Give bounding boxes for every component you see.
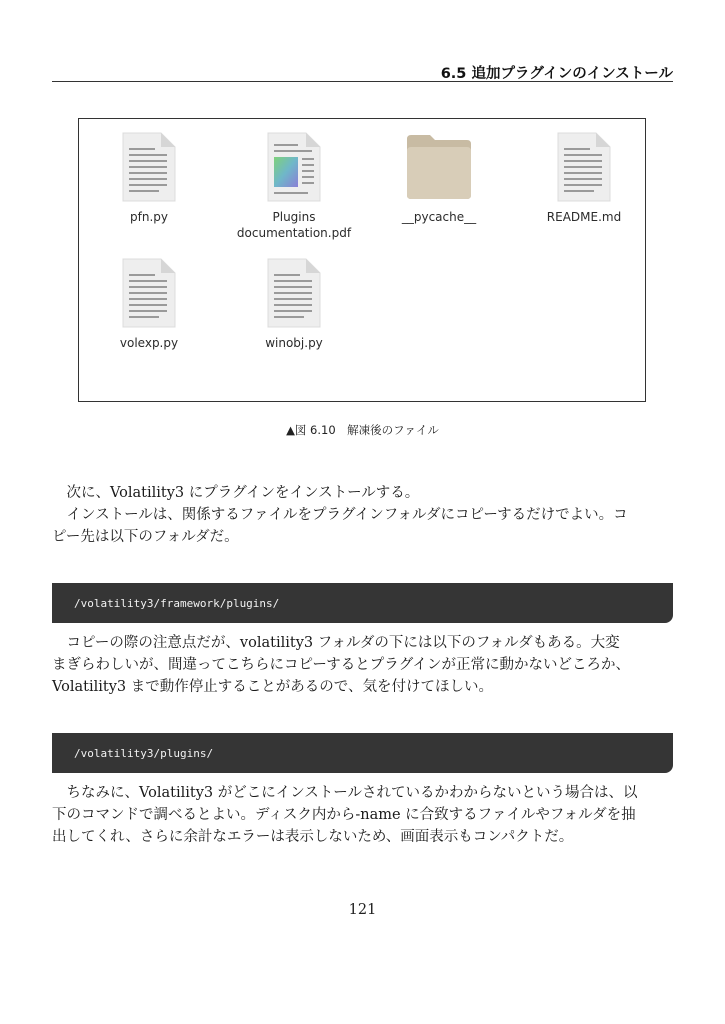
file-name <box>224 209 364 241</box>
file-item-volexp[interactable] <box>79 257 219 351</box>
paragraph-line: 次に、Volatility3 にプラグインをインストールする。 <box>52 485 420 501</box>
running-header: 6.5 追加プラグインのインストール <box>440 66 673 82</box>
file-item-readme[interactable] <box>514 131 654 225</box>
code-text: /volatility3/plugins/ <box>74 746 214 760</box>
file-item-pfn[interactable] <box>79 131 219 225</box>
file-name: volexp.py <box>119 336 179 350</box>
code-block-wrong-path <box>52 733 673 773</box>
code-block-plugins-path <box>52 583 673 623</box>
page-number: 121 <box>348 902 377 918</box>
text-file-icon <box>119 131 179 203</box>
file-item-winobj[interactable] <box>224 257 364 351</box>
folder-item-pycache[interactable] <box>369 131 509 225</box>
paragraph-caution <box>52 632 676 698</box>
paragraph-line: まぎらわしいが、間違ってこちらにコピーするとプラグインが正常に動かないどころか、 <box>52 657 630 673</box>
paragraph-line: Volatility3 まで動作停止することがあるので、気を付けてほしい。 <box>52 679 493 695</box>
file-name: __pycache__ <box>401 210 477 224</box>
paragraph-line: ピー先は以下のフォルダだ。 <box>52 529 239 545</box>
text-file-icon <box>554 131 614 203</box>
pdf-file-icon <box>264 131 324 203</box>
text-file-icon <box>264 257 324 329</box>
header-rule <box>52 81 673 82</box>
paragraph-find-install <box>52 782 676 848</box>
file-name: README.md <box>546 210 622 224</box>
paragraph-line: コピーの際の注意点だが、volatility3 フォルダの下には以下のフォルダもある。大変 <box>52 635 620 651</box>
file-item-plugins-documentation[interactable] <box>224 131 364 241</box>
file-name: pfn.py <box>130 210 168 224</box>
paragraph-line: ちなみに、Volatility3 がどこにインストールされているかわからないという場合は、以 <box>52 785 638 801</box>
paragraph-line: 下のコマンドで調べるとよい。ディスク内から-name に合致するファイルやフォルダを抽 <box>52 807 636 823</box>
code-text: /volatility3/framework/plugins/ <box>74 596 280 610</box>
file-browser-screenshot <box>78 118 646 402</box>
file-name-line-2: documentation.pdf <box>236 226 352 240</box>
folder-icon <box>404 131 474 203</box>
paragraph-line: 出してくれ、さらに余計なエラーは表示しないため、画面表示もコンパクトだ。 <box>52 829 574 845</box>
paragraph-line: インストールは、関係するファイルをプラグインフォルダにコピーするだけでよい。コ <box>52 507 628 523</box>
text-file-icon <box>119 257 179 329</box>
figure-caption: ▲図 6.10 解凍後のファイル <box>286 423 439 437</box>
file-name: winobj.py <box>265 336 323 350</box>
paragraph-install-intro <box>52 482 676 548</box>
file-name-line-1: Plugins <box>272 210 316 224</box>
